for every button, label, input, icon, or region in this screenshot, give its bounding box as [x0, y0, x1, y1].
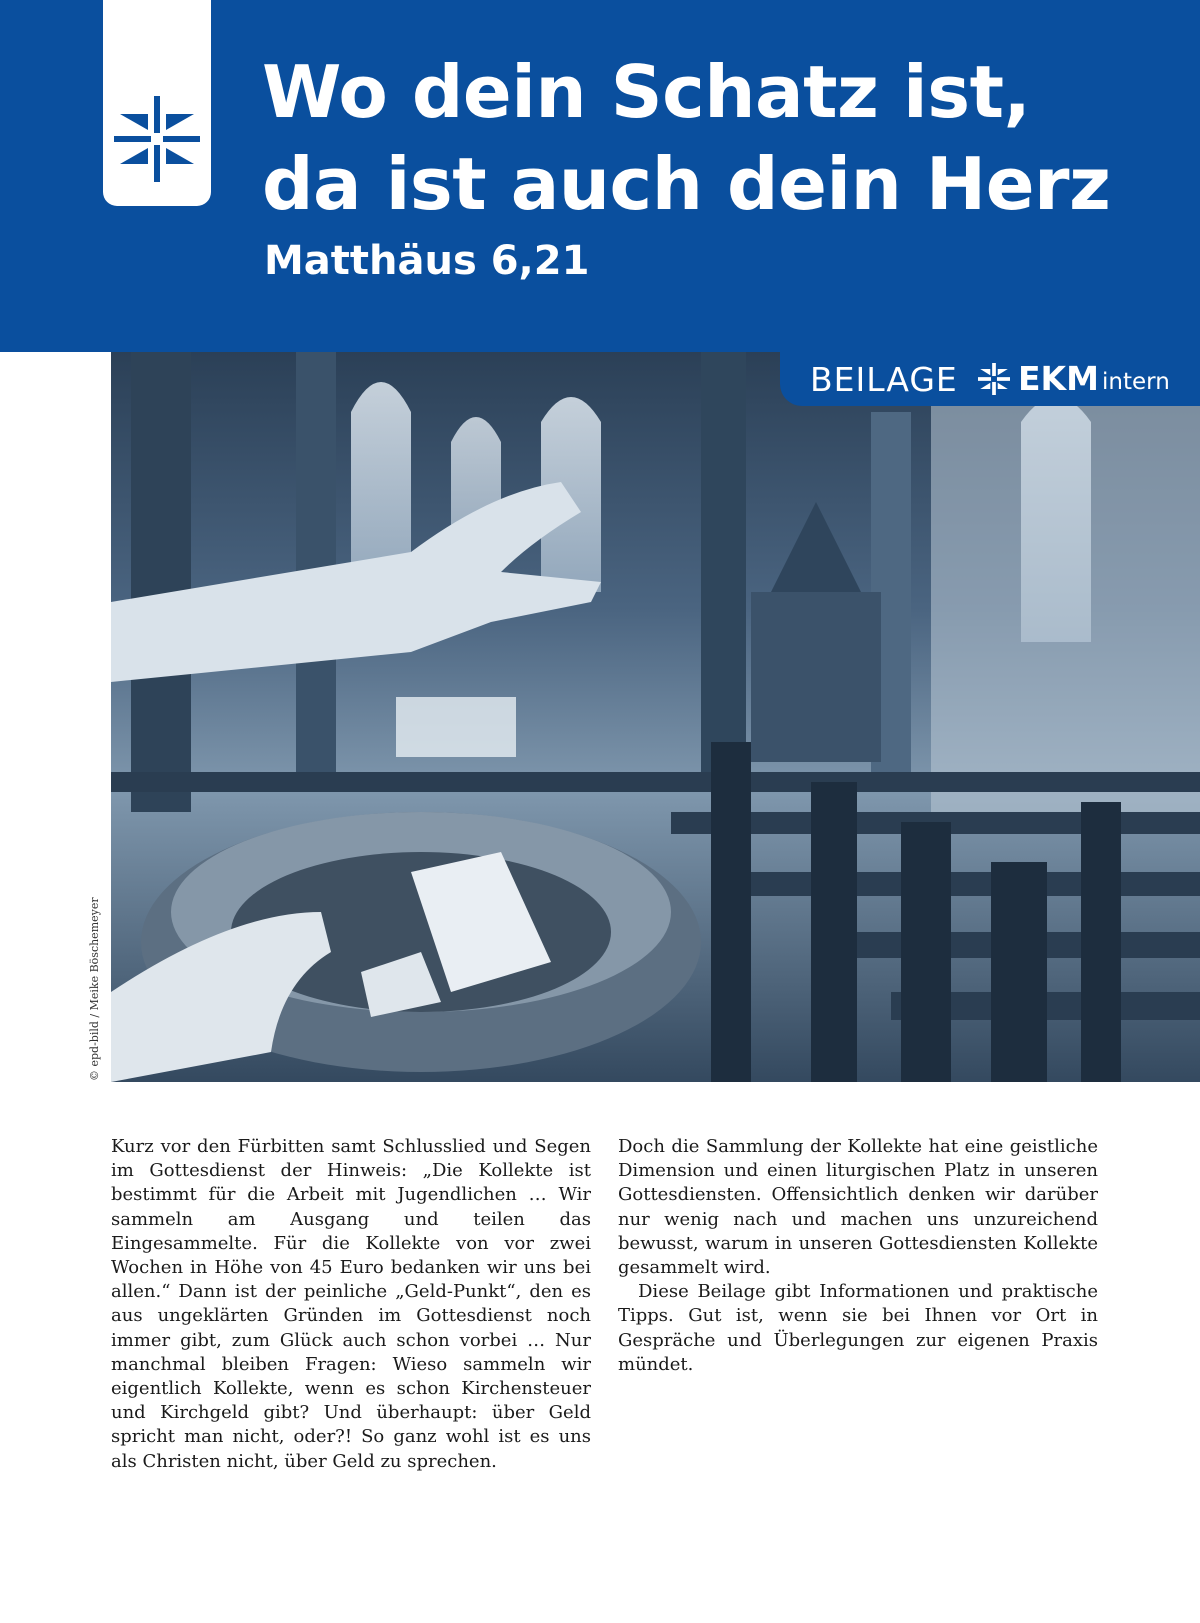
photo-illustration — [111, 352, 1200, 1082]
article-column-right — [618, 1135, 1098, 1377]
title-line-1: Wo dein Schatz ist, — [262, 50, 1031, 134]
page-title — [262, 46, 1110, 230]
title-line-2: da ist auch dein Herz — [262, 142, 1111, 226]
article-paragraph: Diese Beilage gibt Informationen und praktische Tipps. Gut ist, wenn sie bei Ihnen vor Ort in Gespräche und Überlegungen zur eigenen Praxis mündet. — [618, 1281, 1098, 1375]
badge-suffix: intern — [1102, 369, 1170, 395]
badge-brand: EKM — [1018, 359, 1099, 398]
church-photo — [111, 352, 1200, 1082]
bible-reference: Matthäus 6,21 — [264, 238, 590, 284]
cross-icon — [114, 96, 200, 182]
supplement-badge — [780, 352, 1200, 406]
badge-label: BEILAGE — [810, 360, 958, 399]
article-column-left — [111, 1135, 591, 1474]
article-paragraph: Doch die Sammlung der Kollekte hat eine geistliche Dimension und einen liturgischen Platz in unseren Gottesdiensten. Offensichtlich denken wir darüber nur wenig nach und machen uns unzureichend bewusst, warum in unseren Gottesdiensten Kollekte gesammelt wird. — [618, 1136, 1098, 1279]
header-banner — [0, 0, 1200, 352]
cross-icon — [978, 363, 1010, 395]
photo-credit: © epd-bild / Meike Böschemeyer — [88, 897, 101, 1081]
article-paragraph: Kurz vor den Fürbitten samt Schlusslied und Segen im Gottesdienst der Hinweis: „Die Kollekte ist bestimmt für die Arbeit mit Jugendlichen … Wir sammeln am Ausgang und teilen das Eingesammelte. Für die Kollekte von vor zwei Wochen in Höhe von 45 Euro bedanken wir uns bei allen.“ Dann ist der peinliche „Geld-Punkt“, den es aus ungeklärten Gründen im Gottesdienst noch immer gibt, zum Glück auch schon vorbei … Nur manchmal bleiben Fragen: Wieso sammeln wir eigentlich Kollekte, wenn es schon Kirchensteuer und Kirchgeld gibt? Und überhaupt: über Geld spricht man nicht, oder?! So ganz wohl ist es uns als Christen nicht, über Geld zu sprechen. — [111, 1136, 591, 1472]
logo-tab — [103, 0, 211, 206]
